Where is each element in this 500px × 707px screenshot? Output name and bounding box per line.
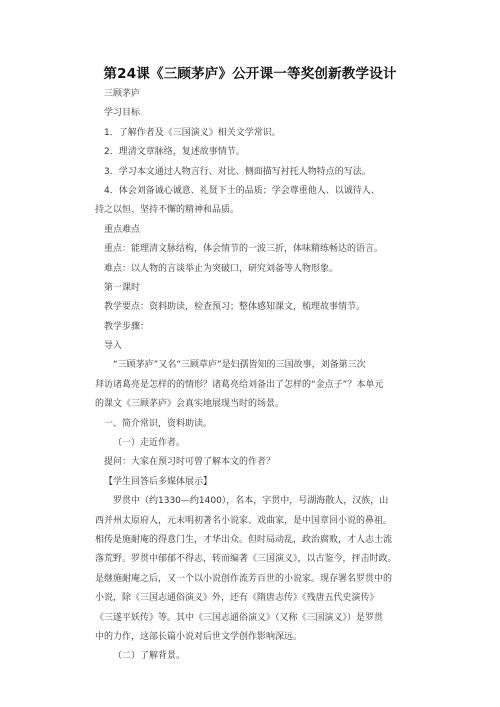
author-paragraph-line: 小说，除《三国志通俗演义》外，还有《隋唐志传》《残唐五代史演传》 <box>95 593 379 604</box>
difficult-point: 难点：以人物的言谈举止为突破口，研究刘备等人物形象。 <box>104 263 339 274</box>
intro-paragraph-line: 的课文《三顾茅庐》会真实地展现当时的场景。 <box>95 399 285 410</box>
author-paragraph-line: 罗贯中（约1330—约1400），名本，字贯中，号湖海散人，汉族，山 <box>113 496 389 507</box>
author-paragraph-line: 《三遂平妖传》等。其中《三国志通俗演义》（又称《三国演义》）是罗贯 <box>95 612 384 623</box>
sub-heading-background: （二）了解背景。 <box>113 651 186 662</box>
section-heading-key-points: 重点难点 <box>104 224 141 235</box>
objective-1: 1．了解作者及《三国演义》相关文学常识。 <box>104 127 281 138</box>
objective-4-cont: 持之以恒、坚持不懈的精神和品质。 <box>95 205 240 216</box>
document-title: 第24课《三顾茅庐》公开课一等奖创新教学设计 <box>103 66 397 82</box>
intro-paragraph-line: 拜访诸葛亮是怎样的的情形？诸葛亮给刘备出了怎样的“金点子”？本单元 <box>95 379 384 390</box>
author-paragraph-line: 中的力作，这部长篇小说对后世文学创作影响深远。 <box>95 631 303 642</box>
objective-4: 4．体会刘备诚心诚意、礼贤下士的品质；学会尊重他人、以诚待人、 <box>104 185 380 196</box>
sub-heading-author: （一）走近作者。 <box>113 438 186 449</box>
teaching-steps: 教学步骤： <box>104 321 150 332</box>
teaching-points: 教学要点：资料助读，检查预习；整体感知课文，梳理故事情节。 <box>104 302 366 313</box>
objective-3: 3．学习本文通过人物言行、对比、侧面描写衬托人物特点的写法。 <box>104 166 371 177</box>
section-heading-intro: 导入 <box>104 341 123 352</box>
author-paragraph-line: 西并州太原府人，元末明初著名小说家、戏曲家，是中国章回小说的鼻祖。 <box>95 515 393 526</box>
section-heading-objectives: 学习目标 <box>104 108 141 119</box>
media-note: 【学生回答后多媒体展示】 <box>104 476 213 487</box>
key-point: 重点：能理清文脉结构，体会情节的一波三折，体味精练畅达的语言。 <box>104 244 384 255</box>
step-one-heading: 一、简介常识，资料助读。 <box>104 418 213 429</box>
section-heading-first-lesson: 第一课时 <box>104 282 141 293</box>
author-paragraph-line: 落荒野。罗贯中郁郁不得志，转而编著《三国演义》，以古鉴今，抨击时政。 <box>95 554 397 565</box>
intro-paragraph-line: “三顾茅庐”又名“三顾草庐”是妇孺皆知的三国故事，刘备第三次 <box>113 360 366 371</box>
author-paragraph-line: 是继施耐庵之后，又一个以小说创作流芳百世的小说家。现存署名罗贯中的 <box>95 573 393 584</box>
document-body <box>95 85 430 667</box>
author-paragraph-line: 相传是施耐庵的得意门生，才华出众。但时局动乱，政治腐败，才人志士流 <box>95 534 393 545</box>
lesson-name: 三顾茅庐 <box>104 89 141 99</box>
question-text: 提问：大家在预习时可曾了解本文的作者？ <box>104 457 276 468</box>
objective-2: 2．理清文章脉络，复述故事情节。 <box>104 147 245 158</box>
